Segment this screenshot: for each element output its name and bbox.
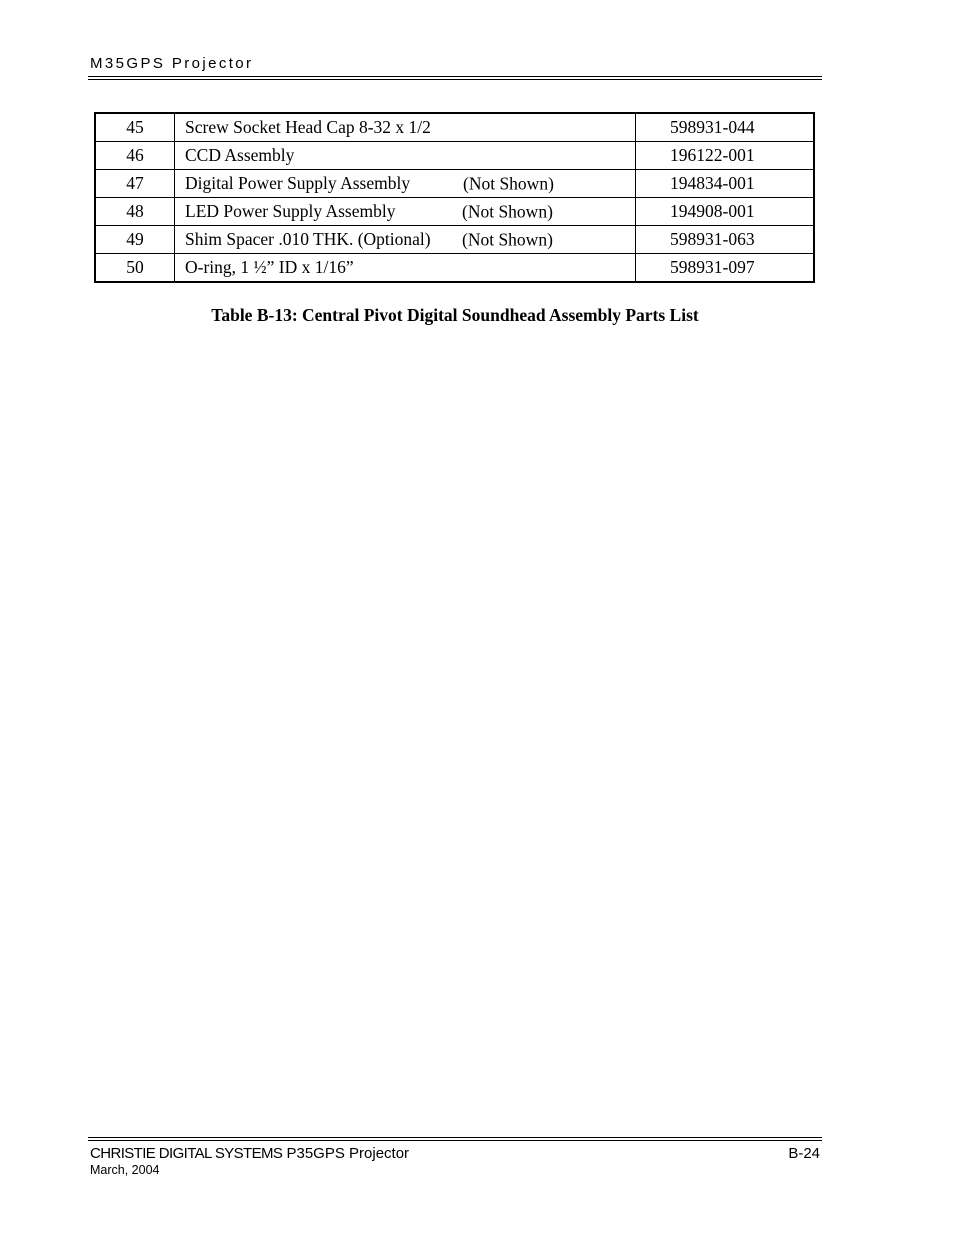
description-text: CCD Assembly [185,145,295,165]
item-number: 45 [95,113,175,142]
footer-rule [88,1137,822,1138]
table-row [95,254,814,283]
part-number: 598931-097 [636,254,815,283]
item-description [175,142,636,170]
table-row [95,198,814,226]
footer-date: March, 2004 [90,1163,160,1177]
footer-product: P35GPS Projector [286,1145,410,1162]
part-number: 194908-001 [636,198,815,226]
footer-brand: CHRISTIE DIGITAL SYSTEMS [90,1145,283,1162]
item-number: 49 [95,226,175,254]
item-description [175,254,636,283]
description-text: LED Power Supply Assembly [185,201,396,221]
item-description [175,170,636,198]
table-caption: Table B-13: Central Pivot Digital Soundhead Assembly Parts List [211,305,699,325]
header-rule [88,76,822,77]
item-number: 50 [95,254,175,283]
description-note: (Not Shown) [463,173,554,193]
table-row [95,170,814,198]
footer-rule-secondary [88,1140,822,1141]
item-number: 48 [95,198,175,226]
footer-title [90,1145,409,1162]
item-description [175,198,636,226]
description-text: O-ring, 1 ½” ID x 1/16” [185,257,354,277]
part-number: 598931-063 [636,226,815,254]
table-row [95,142,814,170]
page-number: B-24 [788,1145,820,1162]
part-number: 194834-001 [636,170,815,198]
item-number: 46 [95,142,175,170]
description-note: (Not Shown) [462,229,553,249]
description-text: Shim Spacer .010 THK. (Optional) [185,229,431,249]
part-number: 196122-001 [636,142,815,170]
item-description [175,226,636,254]
item-number: 47 [95,170,175,198]
table-row [95,226,814,254]
part-number: 598931-044 [636,113,815,142]
running-header: M35GPS Projector [90,55,254,72]
item-description [175,113,636,142]
table-row [95,113,814,142]
header-rule-secondary [88,79,822,80]
description-note: (Not Shown) [462,201,553,221]
description-text: Screw Socket Head Cap 8-32 x 1/2 [185,117,431,137]
parts-table [94,112,815,283]
description-text: Digital Power Supply Assembly [185,173,411,193]
